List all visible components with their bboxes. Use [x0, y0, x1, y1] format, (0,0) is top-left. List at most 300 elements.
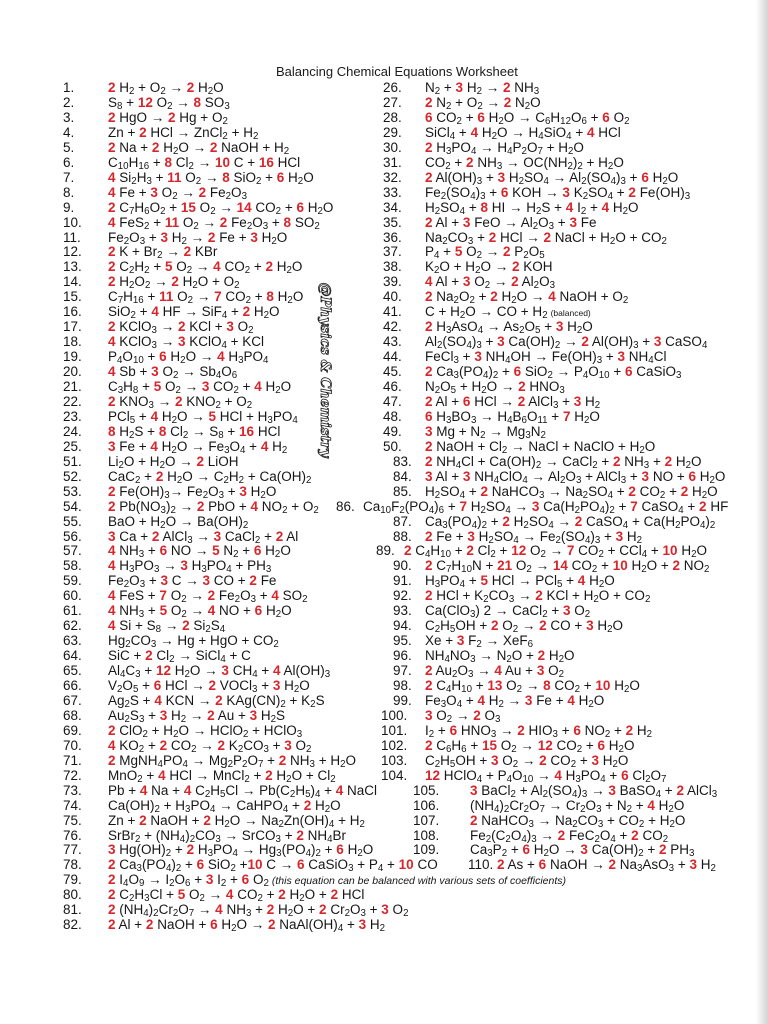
subscript: 2	[626, 803, 633, 815]
equation-item-102	[381, 738, 634, 754]
equation-number: 55.	[63, 513, 82, 529]
subscript: 2	[445, 160, 451, 172]
equation-text: 2 KClO$_3$ → 2 KCl + 3 $O_2$	[108, 319, 254, 337]
subscript: 4	[292, 415, 298, 427]
subscript: 3	[446, 415, 452, 427]
equation-item-47	[383, 394, 600, 410]
coefficient: 2	[425, 558, 433, 574]
coefficient: 4	[108, 588, 116, 604]
subscript: 6	[231, 370, 238, 382]
subscript: 2	[246, 220, 253, 232]
equation-item-81	[63, 902, 408, 918]
subscript: 2	[299, 893, 305, 905]
coefficient: 8	[480, 199, 488, 215]
subscript: 3	[348, 863, 354, 875]
equation-item-11	[63, 230, 287, 246]
subscript: 2	[442, 235, 448, 247]
coefficient: 13	[487, 678, 503, 693]
subscript: 3	[245, 908, 252, 920]
subscript: 2	[453, 295, 459, 307]
subscript: 2	[580, 205, 587, 217]
equation-number: 53.	[63, 483, 82, 499]
equation-text: 2 NaOH + $Cl_2$ → NaCl + NaClO + $H_2O$	[425, 438, 656, 456]
subscript: 3	[467, 669, 474, 681]
coefficient: 8	[193, 94, 202, 110]
subscript: 3	[525, 429, 531, 441]
subscript: 2	[434, 489, 441, 501]
equation-text: 2 $H_3AsO_4 \to As_2O_5 + 3$ $H_2O$	[425, 319, 593, 337]
subscript: 2	[252, 130, 259, 142]
coefficient: 10	[595, 678, 611, 693]
equation-number: 59.	[63, 573, 82, 589]
subscript: 2	[675, 519, 681, 531]
subscript: 2	[175, 385, 181, 397]
coefficient: 5	[454, 244, 463, 260]
equation-item-53	[63, 484, 276, 500]
coefficient: 3	[151, 364, 159, 380]
equation-item-44	[383, 349, 666, 365]
equation-item-71	[63, 753, 356, 769]
subscript: 2	[481, 519, 487, 531]
coefficient: 2	[625, 722, 634, 738]
equation-number: 80.	[63, 887, 82, 903]
subscript: 2	[169, 878, 175, 890]
subscript: 2	[434, 86, 441, 98]
subscript: 2	[516, 684, 523, 696]
subscript: 2	[540, 549, 546, 561]
equation-text: $Fe_2O_3 + 3$ $H_2 \to 2$ Fe + 3 $H_2O$	[108, 229, 288, 247]
coefficient: 2	[108, 244, 116, 260]
equation-number: 68.	[63, 707, 82, 723]
equation-item-63	[63, 633, 279, 649]
coefficient: 2	[108, 498, 116, 514]
equation-item-56	[63, 529, 298, 545]
equation-text: 6 $CO_2 + 6$ $H_2O \to C_6H_{12}O_6 + 6$ $O_2$	[425, 109, 630, 128]
coefficient: 2	[503, 244, 511, 260]
equation-item-10	[63, 215, 320, 231]
subscript: 2	[584, 609, 591, 621]
equation-item-84	[393, 469, 725, 485]
coefficient: 2	[108, 139, 116, 155]
equation-text: $Ag_2S + 4$ KCN → 2 $KAg(CN)_2 + K_2S$	[108, 692, 325, 711]
subscript: 2	[306, 743, 312, 755]
subscript: 2	[169, 654, 175, 666]
equation-text: 3 Al + 3 $NH_4ClO_4 \to Al_2O_3$ + AlCl$_3$ + 3 NO + 6 $H_2O$	[425, 468, 726, 486]
coefficient: 2	[207, 588, 216, 604]
subscript: 2	[572, 818, 578, 830]
equation-number: 41.	[383, 304, 402, 320]
coefficient: 3	[524, 692, 533, 708]
equation-number: 103.	[381, 752, 408, 768]
subscript: 4	[678, 504, 684, 516]
subscript: 2	[574, 504, 580, 516]
subscript: 2	[582, 489, 589, 501]
equation-number: 44.	[383, 349, 402, 365]
subscript: 3	[684, 190, 691, 202]
subscript: 7	[539, 803, 545, 815]
equation-number: 102.	[381, 737, 408, 753]
subscript: 2	[293, 684, 300, 696]
subscript: 4	[641, 549, 648, 561]
equation-text: Zn + 2 NaOH + 2 $H_2O \to Na_2Zn(OH)_4 + H_2$	[108, 812, 365, 830]
equation-item-46	[383, 379, 565, 395]
coefficient: 2	[108, 483, 116, 499]
subscript: 4	[701, 340, 708, 352]
equation-item-3	[63, 110, 228, 126]
coefficient: 2	[217, 737, 226, 753]
coefficient: 4	[271, 588, 279, 604]
equation-number: 101.	[381, 722, 408, 738]
subscript: 4	[120, 669, 126, 681]
equation-item-101	[381, 723, 652, 739]
coefficient: 8	[158, 423, 167, 439]
subscript: 4	[648, 355, 654, 367]
equation-text: 2 Na + 2 $H_2O \to 2$ NaOH + $H_2$	[108, 139, 290, 157]
equation-item-49	[383, 424, 546, 440]
equation-item-43	[383, 334, 707, 350]
subscript: 2	[594, 400, 601, 412]
subscript: 2	[192, 280, 198, 292]
equation-text: $C_3H_8 + 5$ $O_2 \to 3$ $CO_2 + 4$ $H_2O$	[108, 379, 292, 397]
equation-number: 46.	[383, 379, 402, 394]
coefficient: 2	[511, 259, 520, 275]
subscript: 4	[622, 519, 629, 531]
subscript: 3	[620, 175, 626, 187]
coefficient: 4	[647, 797, 655, 813]
subscript: 2	[129, 893, 135, 905]
equation-number: 58.	[63, 558, 82, 574]
subscript: 2	[233, 549, 239, 561]
coefficient: 4	[470, 124, 479, 140]
subscript: 2	[477, 101, 483, 113]
subscript: 2	[598, 549, 604, 561]
equation-note: (this equation can be balanced with various sets of coefficients)	[271, 875, 567, 888]
coefficient: 11	[164, 214, 180, 230]
subscript: 16	[132, 295, 144, 307]
subscript: 4	[505, 504, 511, 516]
equation-item-9	[63, 200, 333, 216]
subscript: 3	[711, 788, 718, 800]
subscript: 2	[542, 609, 548, 621]
subscript: 2	[234, 594, 241, 606]
subscript: 4	[117, 355, 123, 367]
subscript: 3	[252, 684, 258, 696]
subscript: 4	[425, 549, 431, 561]
coefficient: 2	[490, 289, 498, 305]
subscript: 2	[476, 86, 482, 98]
equation-text: $Na_2CO_3 + 2$ HCl → 2 NaCl + $H_2O + CO_2$	[425, 229, 667, 247]
subscript: 2	[123, 235, 130, 247]
subscript: 3	[160, 504, 166, 516]
equation-text: 3 $Mg + N_2 \to Mg_3N_2$	[425, 423, 546, 441]
coefficient: 2	[151, 139, 160, 155]
subscript: 2	[193, 220, 199, 232]
subscript: 4	[506, 773, 512, 785]
subscript: 3	[528, 818, 534, 830]
equation-text: $N_2O_5 + H_2O \to 2$ $HNO_3$	[425, 379, 565, 397]
equation-item-18	[63, 334, 264, 350]
coefficient: 3	[467, 528, 475, 544]
equation-number: 52.	[63, 468, 82, 484]
coefficient: 6	[624, 364, 633, 380]
subscript: 2	[476, 639, 482, 651]
equation-text: 2 $KNO_3 \to 2$ $KNO_2 + O_2$	[108, 393, 253, 412]
equation-text: 2 Al + 6 HCl → 2 AlCl$_3$ + 3 $H_2$	[425, 393, 601, 412]
subscript: 7	[129, 205, 135, 217]
subscript: 4	[522, 474, 528, 486]
coefficient: 2	[171, 274, 179, 290]
subscript: 2	[540, 429, 546, 441]
subscript: 4	[493, 474, 500, 486]
subscript: 6	[461, 743, 467, 755]
subscript: 2	[501, 444, 508, 456]
coefficient: 2	[425, 678, 433, 693]
subscript: 2	[691, 549, 697, 561]
subscript: 8	[132, 385, 139, 397]
subscript: 5	[539, 250, 545, 262]
equation-number: 51.	[63, 453, 82, 469]
subscript: 2	[583, 415, 590, 427]
equation-item-36	[383, 230, 667, 246]
coefficient: 3	[462, 274, 471, 290]
equation-item-94	[393, 618, 623, 634]
coefficient: 2	[242, 304, 251, 320]
subscript: 2	[231, 923, 237, 935]
subscript: 2	[287, 908, 294, 920]
equation-item-22	[63, 394, 252, 410]
coefficient: 12	[155, 663, 171, 679]
coefficient: 2	[699, 498, 707, 514]
coefficient: 6	[597, 737, 606, 753]
equation-item-48	[383, 409, 600, 425]
coefficient: 3	[425, 468, 433, 484]
equation-item-110	[468, 857, 716, 873]
subscript: 2	[131, 175, 137, 187]
coefficient: 8	[543, 678, 551, 693]
subscript: 5	[557, 579, 563, 591]
equation-text: 2 $H_2O_2 \to 2$ $H_2O + O_2$	[108, 274, 240, 292]
equation-text: $C_7H_{16} + 11$ $O_2 \to 7$ $CO_2 + 8$ $H_2O$	[108, 289, 304, 307]
subscript: 4	[572, 788, 578, 800]
subscript: 3	[470, 415, 477, 427]
equation-number: 34.	[383, 199, 402, 215]
subscript: 2	[638, 818, 645, 830]
equation-item-107	[413, 813, 685, 829]
subscript: 2	[609, 235, 616, 247]
subscript: 5	[450, 385, 457, 397]
equation-text: SiCl$_4$ + 4 $H_2O \to H_4SiO_4 + 4$ HCl	[425, 124, 621, 142]
equation-item-103	[381, 753, 628, 769]
equation-text: $Ca_3(PO_4)_2 + 2$ $H_2SO_4 \to 2$ CaSO$_4$ + $Ca(H_2PO_4)_2$	[425, 513, 716, 531]
equation-text: 4 $H_3PO_3 \to 3$ $H_3PO_4 + PH_3$	[108, 558, 272, 576]
subscript: 2	[160, 86, 166, 98]
coefficient: 3	[470, 782, 478, 798]
subscript: 4	[444, 654, 450, 666]
subscript: 2	[181, 594, 187, 606]
coefficient: 2	[466, 543, 474, 559]
subscript: 2	[710, 863, 716, 875]
subscript: 4	[263, 355, 269, 367]
subscript: 2	[237, 743, 244, 755]
coefficient: 2	[330, 887, 339, 903]
subscript: 2	[501, 848, 508, 860]
coefficient: 3	[160, 573, 168, 589]
equation-item-95	[393, 633, 533, 649]
subscript: 3	[596, 803, 602, 815]
subscript: 4	[337, 923, 344, 935]
coefficient: 6	[538, 857, 547, 873]
subscript: 2	[204, 788, 211, 800]
subscript: 4	[446, 684, 452, 696]
subscript: 3	[275, 833, 281, 845]
coefficient: 2	[480, 483, 488, 499]
subscript: 3	[620, 474, 627, 486]
coefficient: 3	[108, 842, 116, 858]
subscript: 2	[275, 609, 282, 621]
subscript: 3	[440, 699, 447, 711]
subscript: 4	[477, 325, 484, 337]
coefficient: 5	[164, 259, 173, 275]
equation-item-2	[63, 95, 230, 111]
coefficient: 4	[601, 199, 610, 215]
equation-item-31	[383, 155, 624, 171]
subscript: 2	[191, 743, 197, 755]
equation-text: 2 $N_2 + O_2 \to 2$ $N_2O$	[425, 94, 541, 113]
subscript: 2	[357, 848, 363, 860]
equation-text: $Fe_2(SO_4)_3 + 6$ KOH → 3 $K_2SO_4 + 2$ $Fe(OH)_3$	[425, 184, 691, 202]
subscript: 4	[219, 624, 226, 636]
equation-text: $Hg_2CO_3 \to Hg$ + HgO + $CO_2$	[108, 633, 279, 651]
coefficient: 2	[177, 319, 186, 335]
subscript: 2	[512, 758, 519, 770]
equation-text: 4 Al + 3 $O_2 \to 2$ $Al_2O_3$	[425, 274, 555, 292]
equation-number: 70.	[63, 737, 82, 753]
coefficient: 2	[196, 498, 205, 514]
equation-number: 72.	[63, 767, 82, 783]
subscript: 2	[547, 370, 553, 382]
subscript: 2	[532, 220, 539, 232]
coefficient: 2	[425, 528, 433, 544]
subscript: 2	[154, 803, 160, 815]
subscript: 2	[543, 848, 549, 860]
coefficient: 7	[214, 289, 222, 305]
subscript: 2	[263, 310, 270, 322]
equation-text: $(NH_4)_2Cr_2O_7 \to Cr_2O_3 + N_2 + 4$ $H_2O$	[470, 797, 685, 815]
subscript: 3	[296, 728, 303, 740]
equation-number: 106.	[413, 797, 440, 813]
coefficient: 3	[562, 603, 571, 619]
subscript: 2	[593, 594, 599, 606]
coefficient: 2	[502, 513, 510, 529]
subscript: 4	[221, 310, 228, 322]
subscript: 4	[507, 145, 513, 157]
subscript: 2	[668, 803, 674, 815]
coefficient: 4	[108, 364, 116, 380]
equation-number: 108.	[413, 827, 440, 843]
equation-text: 2 $Pb(NO_3)_2 \to 2$ PbO + 4 $NO_2 + O_2$	[108, 498, 319, 516]
subscript: 3	[138, 714, 145, 726]
equation-item-87	[393, 514, 715, 530]
coefficient: 14	[236, 199, 252, 215]
subscript: 2	[223, 474, 229, 486]
subscript: 2	[638, 848, 644, 860]
subscript: 4	[466, 340, 472, 352]
coefficient: 10	[247, 857, 263, 873]
equation-number: 11.	[63, 229, 81, 245]
coefficient: 2	[108, 199, 116, 215]
equation-text: 3 $O_2 \to 2$ $O_3$	[425, 707, 501, 726]
subscript: 4	[600, 773, 606, 785]
subscript: 2	[576, 743, 583, 755]
coefficient: 3	[536, 663, 545, 679]
coefficient: 7	[630, 498, 638, 514]
equation-number: 10.	[63, 214, 82, 230]
subscript: 5	[449, 758, 456, 770]
equation-text: Ca(ClO$_3$) 2 → CaCl$_2$ + 3 $O_2$	[425, 603, 591, 621]
coefficient: 2	[186, 80, 195, 95]
coefficient: 10	[662, 543, 678, 559]
subscript: 4	[220, 654, 226, 666]
coefficient: 2	[182, 618, 190, 634]
subscript: 3	[549, 280, 555, 292]
coefficient: 2	[207, 707, 215, 723]
coefficient: 2	[490, 618, 499, 634]
equation-text: $NH_4NO_3 \to N_2O + 2$ $H_2O$	[425, 648, 575, 666]
coefficient: 5	[159, 603, 168, 619]
equation-text: $Ca(OH)_2 + H_3PO_4$ → CaHPO$_4$ + 2 $H_2O$	[108, 797, 341, 815]
coefficient: 3	[150, 184, 158, 200]
subscript: 2	[641, 564, 647, 576]
subscript: 2	[176, 474, 183, 486]
subscript: 2	[254, 534, 261, 546]
coefficient: 2	[517, 722, 525, 738]
equation-item-52	[63, 469, 311, 485]
subscript: 2	[286, 265, 292, 277]
coefficient: 2	[608, 857, 616, 873]
coefficient: 2	[108, 109, 116, 125]
subscript: 2	[523, 519, 529, 531]
subscript: 2	[220, 878, 227, 890]
subscript: 2	[180, 714, 187, 726]
equation-text: $Li_2O + H_2O \to 2$ LiOH	[108, 453, 239, 471]
equation-text: 2 $Al(OH)_3 + 3$ $H_2SO_4 \to Al_2(SO_4)_3 + 6$ $H_2O$	[425, 169, 679, 187]
equation-number: 81.	[63, 902, 82, 918]
equation-item-73	[63, 783, 377, 799]
subscript: 4	[470, 190, 476, 202]
subscript: 3	[594, 534, 601, 546]
coefficient: 6	[253, 543, 262, 559]
subscript: 2	[437, 340, 443, 352]
subscript: 4	[282, 803, 289, 815]
equation-text: 2 $Na_2O_2 + 2$ $H_2O \to 4$ NaOH + $O_2$	[425, 289, 629, 307]
equation-number: 109.	[413, 842, 440, 858]
subscript: 6	[438, 504, 445, 516]
subscript: 2	[498, 116, 504, 128]
subscript: 2	[224, 818, 230, 830]
subscript: 2	[171, 415, 177, 427]
coefficient: 2	[208, 678, 217, 693]
subscript: 3	[262, 220, 269, 232]
equation-number: 60.	[63, 588, 82, 604]
subscript: 5	[449, 624, 456, 636]
equation-item-105	[413, 783, 717, 799]
coefficient: 4	[108, 543, 116, 559]
subscript: 4	[599, 504, 605, 516]
subscript: 7	[661, 773, 667, 785]
subscript: 4	[476, 773, 483, 785]
coefficient: 3	[617, 349, 626, 365]
equation-item-20	[63, 364, 237, 380]
